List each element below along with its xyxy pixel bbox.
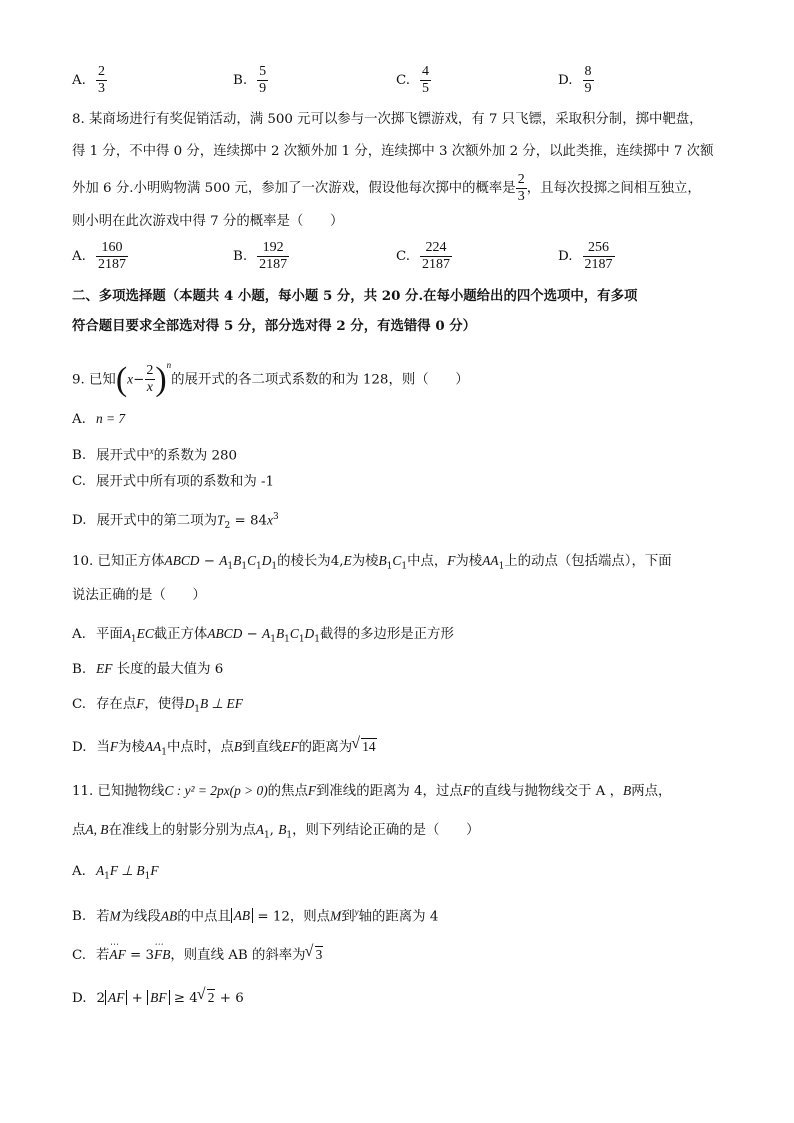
q10-option-d: D. 当F为棱$AA_1$中点时，点B到直线EF的距离为√ 14 <box>72 737 377 763</box>
q9-option-d: D. 展开式中的第二项为$T_2 = 84x^3$ <box>72 512 279 532</box>
q10-option-c: C. 存在点F，使得$D_1B$ ⊥ EF <box>72 696 243 715</box>
q9-option-c: C. 展开式中所有项的系数和为 -1 <box>72 474 275 490</box>
sqrt: √ 2 <box>198 988 216 1008</box>
fraction: $\frac{5}{9}$ <box>259 64 267 96</box>
q9-option-a: A. n = 7 <box>72 411 126 427</box>
q10-option-a: A. 平面$A_1EC$截正方体ABCD − $A_1B_1C_1D_1$截得的多边形是正方形 <box>72 626 454 645</box>
q8-line-2: 得 1 分，不中得 0 分，连续掷中 2 次额外加 1 分，连续掷中 3 次额外加 2 分，以此类推，连续掷中 7 次额 <box>72 144 714 159</box>
q8-option-c: C. $\frac{224}{2187}$ <box>396 240 451 272</box>
q11-line-1: 11. 已知抛物线C : y² = 2px(p > 0)的焦点F到准线的距离为 4，过点F的直线与抛物线交于 A ，B两点， <box>72 783 672 799</box>
vector: ⋯ FB <box>154 945 170 965</box>
q8-option-b: B. $\frac{192}{2187}$ <box>233 240 288 272</box>
fraction: $\frac{2}{3}$ <box>517 172 525 204</box>
q9-option-b: B. 展开式中$^x$的系数为 280 <box>72 446 238 464</box>
q7-option-b: B. $\frac{5}{9}$ <box>233 64 267 96</box>
q10-line-1: 10. 已知正方体ABCD − $A_1B_1C_1D_1$的棱长为4,E为棱$B_1C_1$中点，F为棱$AA_1$上的动点（包括端点），下面 <box>72 553 672 572</box>
fraction: $\frac{160}{2187}$ <box>97 240 126 272</box>
section-2-line-2: 符合题目要求全部选对得 5 分，部分选对得 2 分，有选错得 0 分） <box>72 318 477 334</box>
q11-option-d: D. 2 AF + BF ≥ 4√ 2 + 6 <box>72 988 244 1009</box>
q8-option-a: A. $\frac{160}{2187}$ <box>72 240 126 272</box>
fraction: $\frac{4}{5}$ <box>422 64 430 96</box>
fraction: $\frac{2}{3}$ <box>97 64 105 96</box>
sqrt: √ 3 <box>306 945 324 965</box>
fraction: $\frac{224}{2187}$ <box>422 240 451 272</box>
q11-line-2: 点A, B在准线上的射影分别为点$A_1$, $B_1$，则下列结论正确的是（ ） <box>72 822 480 841</box>
fraction: $\frac{256}{2187}$ <box>584 240 613 272</box>
q8-line-3: 外加 6 分.小明购物满 500 元，参加了一次游戏，假设他每次掷中的概率是 $\frac{2}{3}$ ，且每次投掷之间相互独立， <box>72 172 701 204</box>
q11-option-a: A. $A_1F$ ⊥ $B_1F$ <box>72 863 159 882</box>
fraction: $\frac{8}{9}$ <box>584 64 592 96</box>
fraction: $\frac{2}{x}$ <box>146 363 154 396</box>
q7-option-d: D. $\frac{8}{9}$ <box>558 64 592 96</box>
q9-stem: 9. 已知(x− $\frac{2}{x}$ )$^n$的展开式的各二项式系数的和为 128，则（ ） <box>72 360 469 398</box>
q8-option-d: D. $\frac{256}{2187}$ <box>558 240 613 272</box>
vector: ⋯ AF <box>109 945 125 965</box>
q10-option-b: B. EF 长度的最大值为 6 <box>72 661 224 677</box>
q7-option-a: A. $\frac{2}{3}$ <box>72 64 105 96</box>
fraction: $\frac{192}{2187}$ <box>259 240 288 272</box>
sqrt: √ 14 <box>352 737 376 757</box>
q10-line-2: 说法正确的是（ ） <box>72 588 206 603</box>
section-2-line-1: 二、多项选择题（本题共 4 小题，每小题 5 分，共 20 分.在每小题给出的四个选项中，有多项 <box>72 288 638 304</box>
q11-option-b: B. 若M为线段AB的中点且 AB = 12，则点M到$^y$轴的距离为 4 <box>72 907 439 925</box>
q8-line-1: 8. 某商场进行有奖促销活动，满 500 元可以参与一次掷飞镖游戏，有 7 只飞镖，采取积分制，掷中靶盘， <box>72 112 703 127</box>
q8-line-4: 则小明在此次游戏中得 7 分的概率是（ ） <box>72 214 344 229</box>
q7-option-c: C. $\frac{4}{5}$ <box>396 64 430 96</box>
q11-option-c: C. 若⋯ AF = 3⋯ FB，则直线 AB 的斜率为√ 3 <box>72 945 323 966</box>
